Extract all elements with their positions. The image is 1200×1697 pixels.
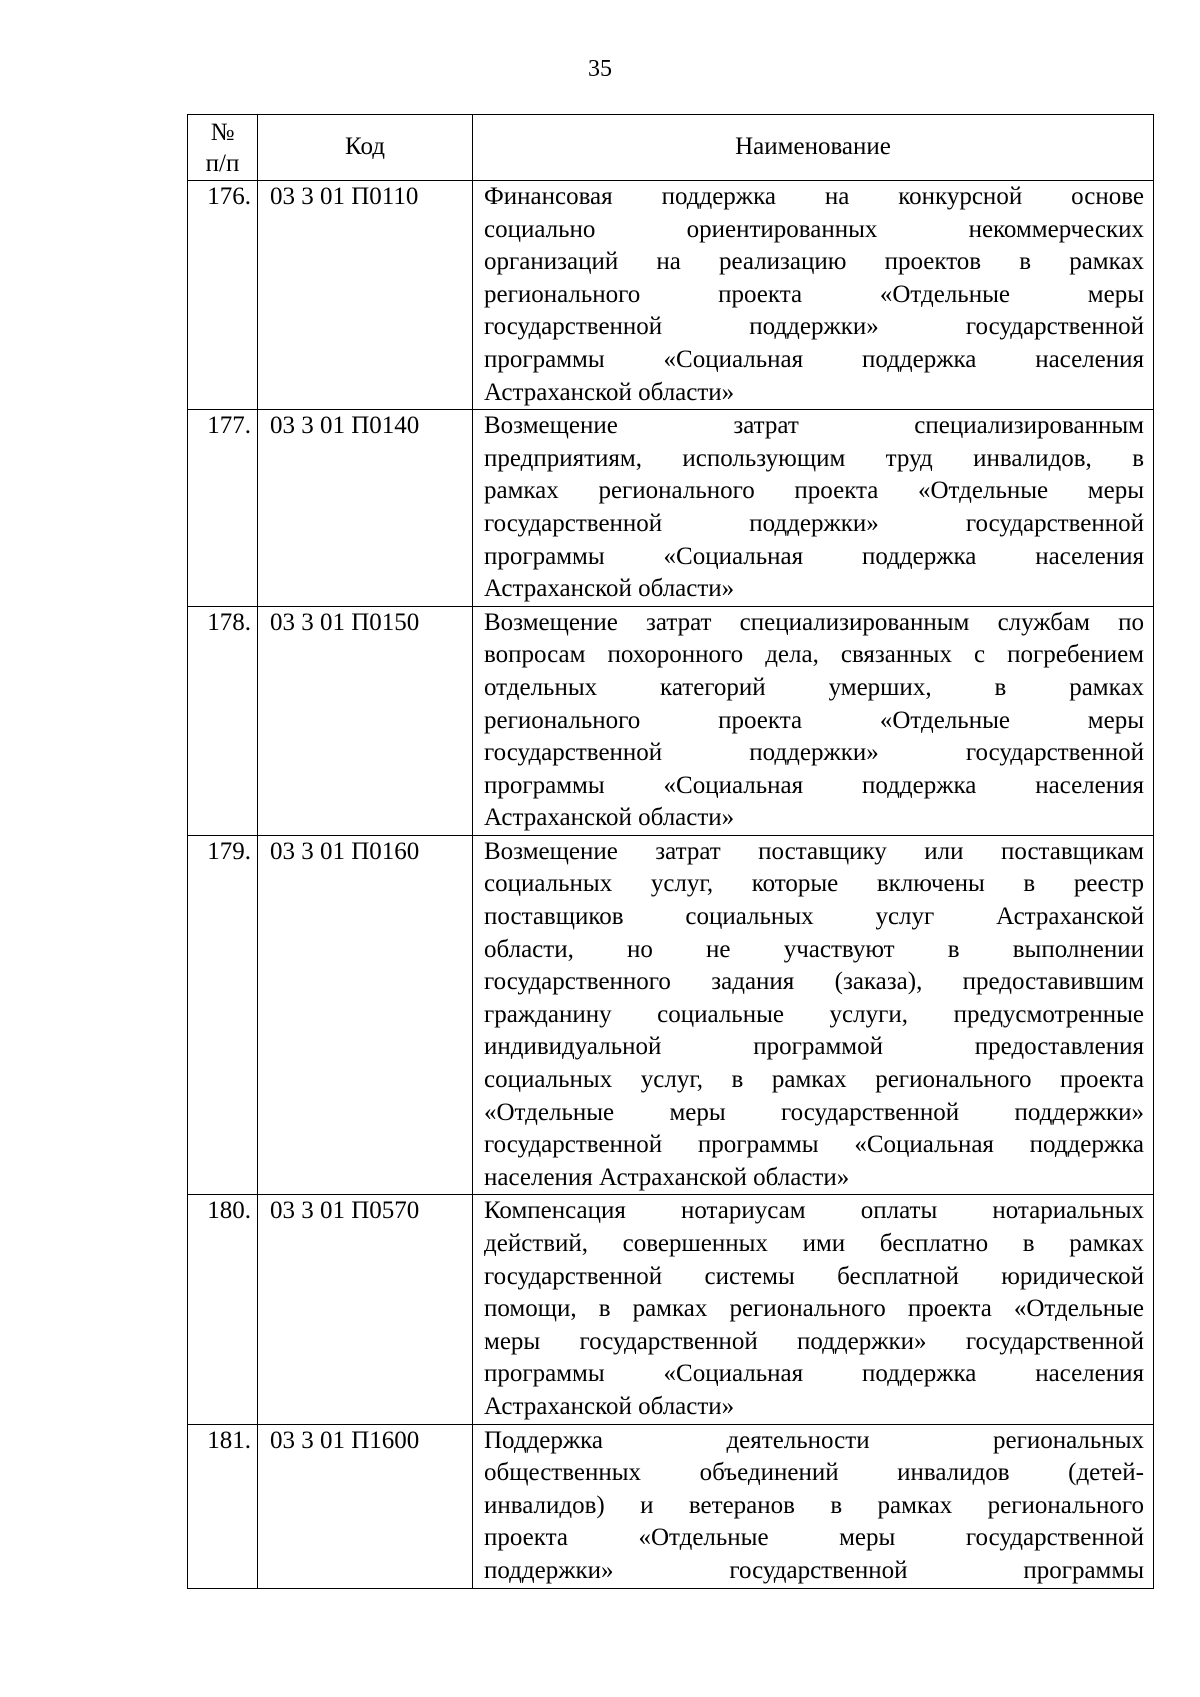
row-name-line: Астраханской области» bbox=[484, 378, 735, 406]
row-name-line: государственного задания (заказа), предоставившим bbox=[484, 968, 1144, 996]
row-name-line: проекта «Отдельные меры государственной bbox=[484, 1524, 1144, 1552]
row-name-line: Возмещение затрат поставщику или поставщикам bbox=[484, 837, 1144, 865]
row-name-line: общественных объединений инвалидов (детей- bbox=[484, 1459, 1144, 1487]
table-body bbox=[188, 181, 1154, 1589]
table-row bbox=[188, 606, 1154, 835]
row-name-line: индивидуальной программой предоставления bbox=[484, 1033, 1144, 1061]
row-code: 03 3 01 П0110 bbox=[258, 181, 473, 410]
row-name-line: действий, совершенных ими бесплатно в рамках bbox=[484, 1230, 1144, 1257]
page-number: 35 bbox=[588, 56, 612, 82]
row-name-line: Астраханской области» bbox=[484, 575, 735, 603]
row-name-line: помощи, в рамках регионального проекта «Отдельные bbox=[484, 1295, 1144, 1323]
row-name-line: «Отдельные меры государственной поддержки» bbox=[484, 1098, 1144, 1126]
row-name-line: поддержки» государственной программы bbox=[484, 1556, 1144, 1584]
row-name-line: социальных услуг, которые включены в реестр bbox=[484, 870, 1144, 898]
header-code: Код bbox=[258, 115, 473, 181]
table-row bbox=[188, 835, 1154, 1195]
row-name-line: программы «Социальная поддержка населения bbox=[484, 542, 1144, 570]
row-code: 03 3 01 П0160 bbox=[258, 835, 473, 1195]
row-name-line: программы «Социальная поддержка населения bbox=[484, 771, 1144, 799]
row-name-line: государственной программы «Социальная поддержка bbox=[484, 1131, 1144, 1159]
row-name-line: государственной поддержки» государственной bbox=[484, 313, 1144, 341]
row-name-line: инвалидов) и ветеранов в рамках регионального bbox=[484, 1491, 1144, 1519]
row-name bbox=[473, 1424, 1154, 1588]
row-name-line: регионального проекта «Отдельные меры bbox=[484, 706, 1144, 734]
row-number: 179. bbox=[188, 835, 258, 1195]
row-name bbox=[473, 410, 1154, 607]
row-number: 176. bbox=[188, 181, 258, 410]
row-name bbox=[473, 181, 1154, 410]
row-name-line: программы «Социальная поддержка населения bbox=[484, 345, 1144, 373]
row-name-line: поставщиков социальных услуг Астраханской bbox=[484, 903, 1144, 931]
row-code: 03 3 01 П0570 bbox=[258, 1195, 473, 1424]
header-number-pp: п/п bbox=[205, 149, 240, 177]
row-name-line: гражданину социальные услуги, предусмотренные bbox=[484, 1000, 1144, 1028]
row-name-line: населения Астраханской области» bbox=[484, 1163, 850, 1191]
row-number: 180. bbox=[188, 1195, 258, 1424]
header-name: Наименование bbox=[473, 115, 1154, 181]
row-code: 03 3 01 П0140 bbox=[258, 410, 473, 607]
row-name-line: регионального проекта «Отдельные меры bbox=[484, 280, 1144, 308]
row-name-line: социально ориентированных некоммерческих bbox=[484, 215, 1144, 243]
row-name-line: социальных услуг, в рамках регионального проекта bbox=[484, 1066, 1144, 1094]
row-number: 181. bbox=[188, 1424, 258, 1588]
table-row bbox=[188, 1424, 1154, 1588]
row-name-line: организаций на реализацию проектов в рамках bbox=[484, 248, 1144, 276]
row-number: 177. bbox=[188, 410, 258, 607]
row-name-line: Астраханской области» bbox=[484, 1392, 735, 1420]
row-name bbox=[473, 835, 1154, 1195]
row-name bbox=[473, 1195, 1154, 1424]
row-name-line: рамках регионального проекта «Отдельные меры bbox=[484, 477, 1144, 505]
row-name-line: государственной системы бесплатной юридической bbox=[484, 1262, 1144, 1290]
row-name bbox=[473, 606, 1154, 835]
row-name-line: области, но не участвуют в выполнении bbox=[484, 935, 1144, 963]
table-row bbox=[188, 410, 1154, 607]
row-name-line: программы «Социальная поддержка населения bbox=[484, 1360, 1144, 1388]
table-row bbox=[188, 181, 1154, 410]
row-name-line: Компенсация нотариусам оплаты нотариальных bbox=[484, 1197, 1144, 1225]
row-number: 178. bbox=[188, 606, 258, 835]
table-header-row bbox=[188, 115, 1154, 181]
row-name-line: Возмещение затрат специализированным bbox=[484, 412, 1144, 440]
header-number bbox=[188, 115, 258, 181]
header-number-sign: № bbox=[210, 118, 235, 146]
table-row bbox=[188, 1195, 1154, 1424]
row-name-line: отдельных категорий умерших, в рамках bbox=[484, 673, 1144, 701]
row-name-line: государственной поддержки» государственной bbox=[484, 509, 1144, 537]
row-name-line: предприятиям, использующим труд инвалидов, в bbox=[484, 444, 1144, 472]
row-code: 03 3 01 П0150 bbox=[258, 606, 473, 835]
row-name-line: Финансовая поддержка на конкурсной основе bbox=[484, 183, 1144, 210]
row-code: 03 3 01 П1600 bbox=[258, 1424, 473, 1588]
row-name-line: Астраханской области» bbox=[484, 804, 735, 832]
row-name-line: вопросам похоронного дела, связанных с погребением bbox=[484, 641, 1144, 669]
row-name-line: меры государственной поддержки» государственной bbox=[484, 1327, 1144, 1355]
row-name-line: государственной поддержки» государственной bbox=[484, 739, 1144, 767]
row-name-line: Возмещение затрат специализированным службам по bbox=[484, 608, 1144, 636]
row-name-line: Поддержка деятельности региональных bbox=[484, 1426, 1144, 1454]
budget-codes-table bbox=[187, 114, 1154, 1589]
